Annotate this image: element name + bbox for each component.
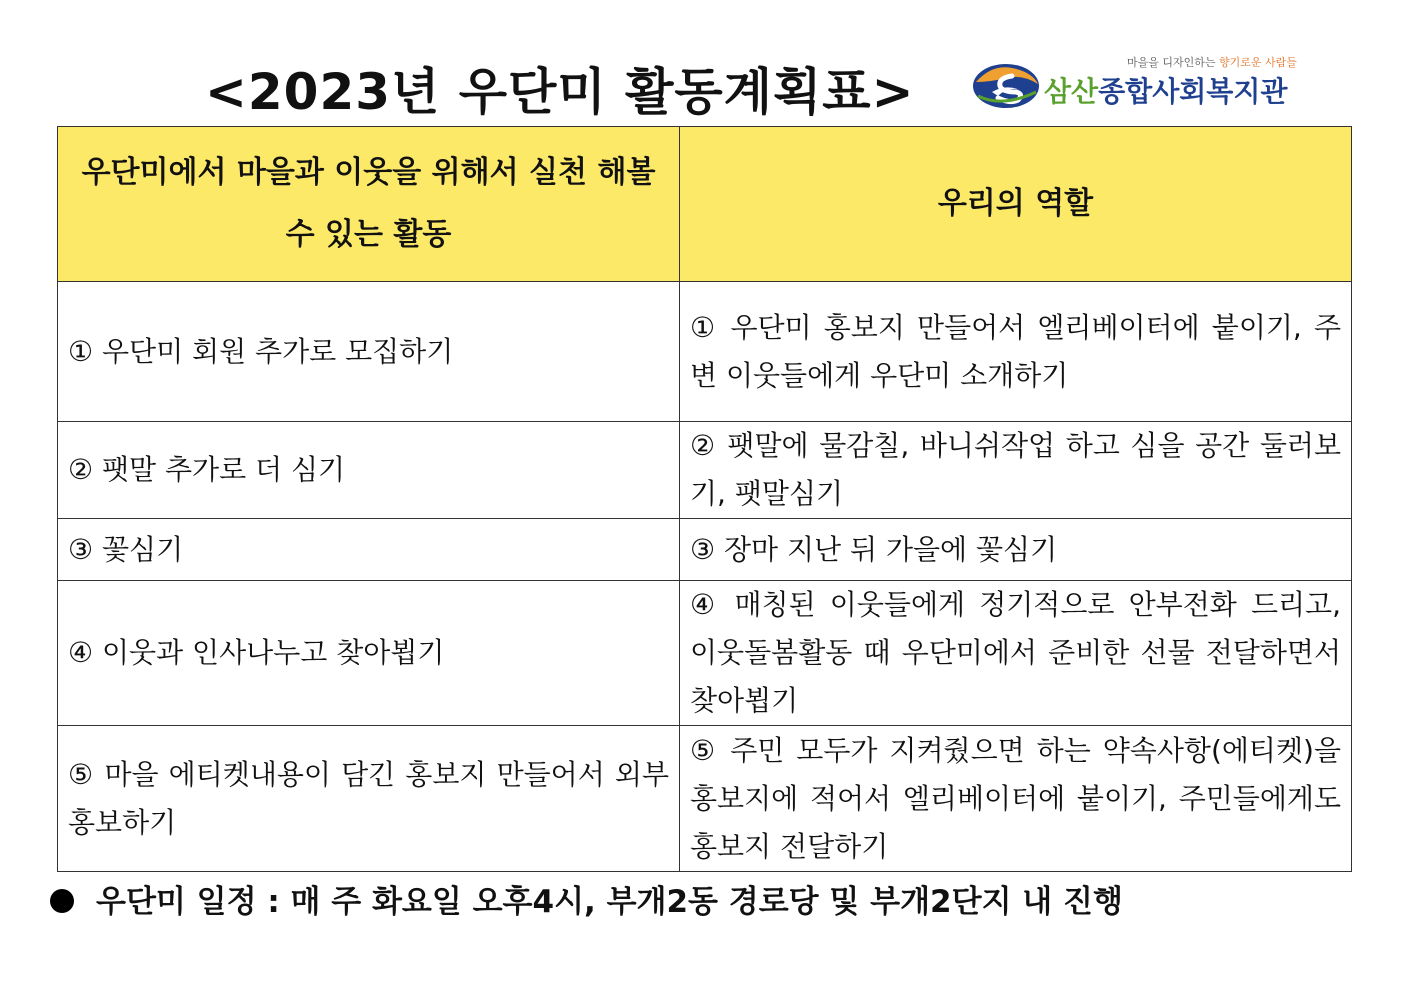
logo-name-part2: 종합사회복지관 — [1098, 75, 1288, 108]
activity-cell: ④ 이웃과 인사나누고 찾아뵙기 — [58, 581, 680, 726]
logo-tagline — [1127, 54, 1297, 70]
role-cell: ⑤ 주민 모두가 지켜줬으면 하는 약속사항(에티켓)을 홍보지에 적어서 엘리베이터에 붙이기, 주민들에게도 홍보지 전달하기 — [680, 726, 1352, 872]
logo-name — [1044, 70, 1287, 110]
activity-cell: ① 우단미 회원 추가로 모집하기 — [58, 282, 680, 422]
activity-plan-table — [57, 126, 1352, 872]
table-row — [58, 726, 1352, 872]
table-row — [58, 282, 1352, 422]
schedule-text: 우단미 일정 : 매 주 화요일 오후4시, 부개2동 경로당 및 부개2단지 내 진행 — [96, 884, 1123, 920]
table-row — [58, 422, 1352, 519]
header-role: 우리의 역할 — [680, 127, 1352, 282]
welfare-center-logo — [972, 52, 1342, 112]
role-cell: ② 팻말에 물감칠, 바니쉬작업 하고 심을 공간 둘러보기, 팻말심기 — [680, 422, 1352, 519]
logo-tagline-highlight: 향기로운 사람들 — [1219, 56, 1297, 69]
role-cell: ③ 장마 지난 뒤 가을에 꽃심기 — [680, 519, 1352, 581]
schedule-note — [50, 876, 1123, 921]
table-header-row — [58, 127, 1352, 282]
black-circle-bullet-icon — [50, 889, 74, 913]
activity-cell: ⑤ 마을 에티켓내용이 담긴 홍보지 만들어서 외부홍보하기 — [58, 726, 680, 872]
activity-cell: ② 팻말 추가로 더 심기 — [58, 422, 680, 519]
role-cell: ④ 매칭된 이웃들에게 정기적으로 안부전화 드리고, 이웃돌봄활동 때 우단미에서 준비한 선물 전달하면서 찾아뵙기 — [680, 581, 1352, 726]
table-row — [58, 581, 1352, 726]
table-row — [58, 519, 1352, 581]
wave-s-logo-icon — [972, 62, 1042, 110]
logo-name-part1: 삼산 — [1044, 75, 1099, 108]
page-title: <2023년 우단미 활동계획표> — [205, 63, 915, 121]
activity-cell: ③ 꽃심기 — [58, 519, 680, 581]
logo-tagline-pre: 마을을 디자인하는 — [1127, 56, 1216, 69]
header-activity: 우단미에서 마을과 이웃을 위해서 실천 해볼 수 있는 활동 — [58, 127, 680, 282]
role-cell: ① 우단미 홍보지 만들어서 엘리베이터에 붙이기, 주변 이웃들에게 우단미 소개하기 — [680, 282, 1352, 422]
